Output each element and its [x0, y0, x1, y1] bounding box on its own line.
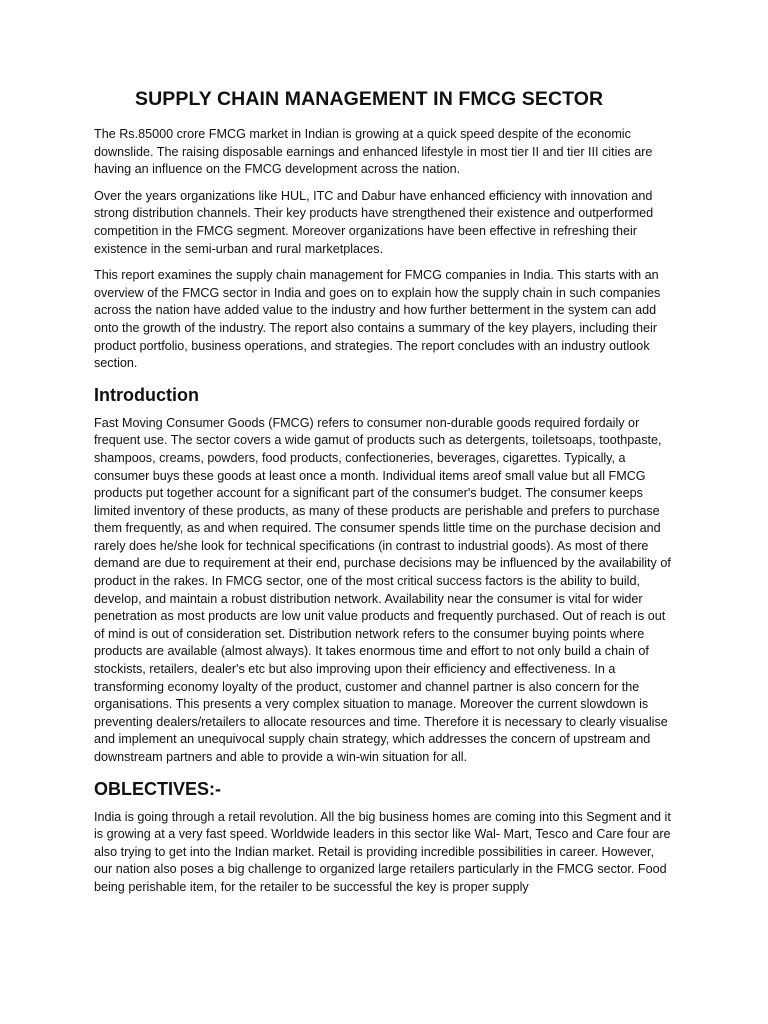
- objectives-paragraph: India is going through a retail revolution. All the big business homes are coming into this Segment and it is growing at a very fast speed. Worldwide leaders in this sector like Wal- Mart, Tesco and Care four are also trying to get into the Indian market. Retail is providing incredible possibilities in career. However, our nation also poses a big challenge to organized large retailers particularly in the FMCG sector. Food being perishable item, for the retailer to be successful the key is proper supply: [94, 809, 671, 894]
- objectives-heading: OBLECTIVES:-: [94, 778, 222, 799]
- introduction-heading: Introduction: [94, 384, 199, 405]
- introduction-paragraph: Fast Moving Consumer Goods (FMCG) refers to consumer non-durable goods required fordaily or frequent use. The sector covers a wide gamut of products such as detergents, toiletsoaps, toothpaste, shampoos, creams, powders, food products, confectioneries, beverages, cigarettes. Typically, a consumer buys these goods at least once a month. Individual items areof small value but all FMCG products put together account for a significant part of the consumer's budget. The consumer keeps limited inventory of these products, as many of these products are perishable and prefers to purchase them frequently, as and when required. The consumer spends little time on the purchase decision and rarely does he/she look for technical specifications (in contrast to industrial goods). As most of there demand are due to requirement at their end, purchase decisions may be influenced by the availability of product in the rakes. In FMCG sector, one of the most critical success factors is the ability to build, develop, and maintain a robust distribution network. Availability near the consumer is vital for wider penetration as most products are low unit value products and frequently purchased. Out of reach is out of mind is out of consideration set. Distribution network refers to the consumer buying points where products are available (almost always). It takes enormous time and effort to not only build a chain of stockists, retailers, dealer's etc but also improving upon their efficiency and effectiveness. In a transforming economy loyalty of the product, customer and channel partner is also concern for the organisations. This presents a very complex situation to manage. Moreover the current slowdown is preventing dealers/retailers to allocate resources and time. Therefore it is necessary to clearly visualise and implement an unequivocal supply chain strategy, which addresses the concern of upstream and downstream partners and able to provide a win-win situation for all.: [94, 415, 671, 764]
- intro-paragraph-3: This report examines the supply chain management for FMCG companies in India. This starts with an overview of the FMCG sector in India and goes on to explain how the supply chain in such companies across the nation have added value to the industry and how further betterment in the system can add onto the growth of the industry. The report also contains a summary of the key players, including their product portfolio, business operations, and strategies. The report concludes with an industry outlook section.: [94, 268, 661, 371]
- intro-paragraph-1: The Rs.85000 crore FMCG market in Indian is growing at a quick speed despite of the economic downslide. The raising disposable earnings and enhanced lifestyle in most tier II and tier III cities are having an influence on the FMCG development across the nation.: [94, 127, 653, 177]
- document-title: SUPPLY CHAIN MANAGEMENT IN FMCG SECTOR: [135, 88, 604, 110]
- intro-paragraph-2: Over the years organizations like HUL, ITC and Dabur have enhanced efficiency with innovation and strong distribution channels. Their key products have strengthened their existence and outperformed competition in the FMCG segment. Moreover organizations have been effective in refreshing their existence in the semi-urban and rural marketplaces.: [94, 188, 654, 256]
